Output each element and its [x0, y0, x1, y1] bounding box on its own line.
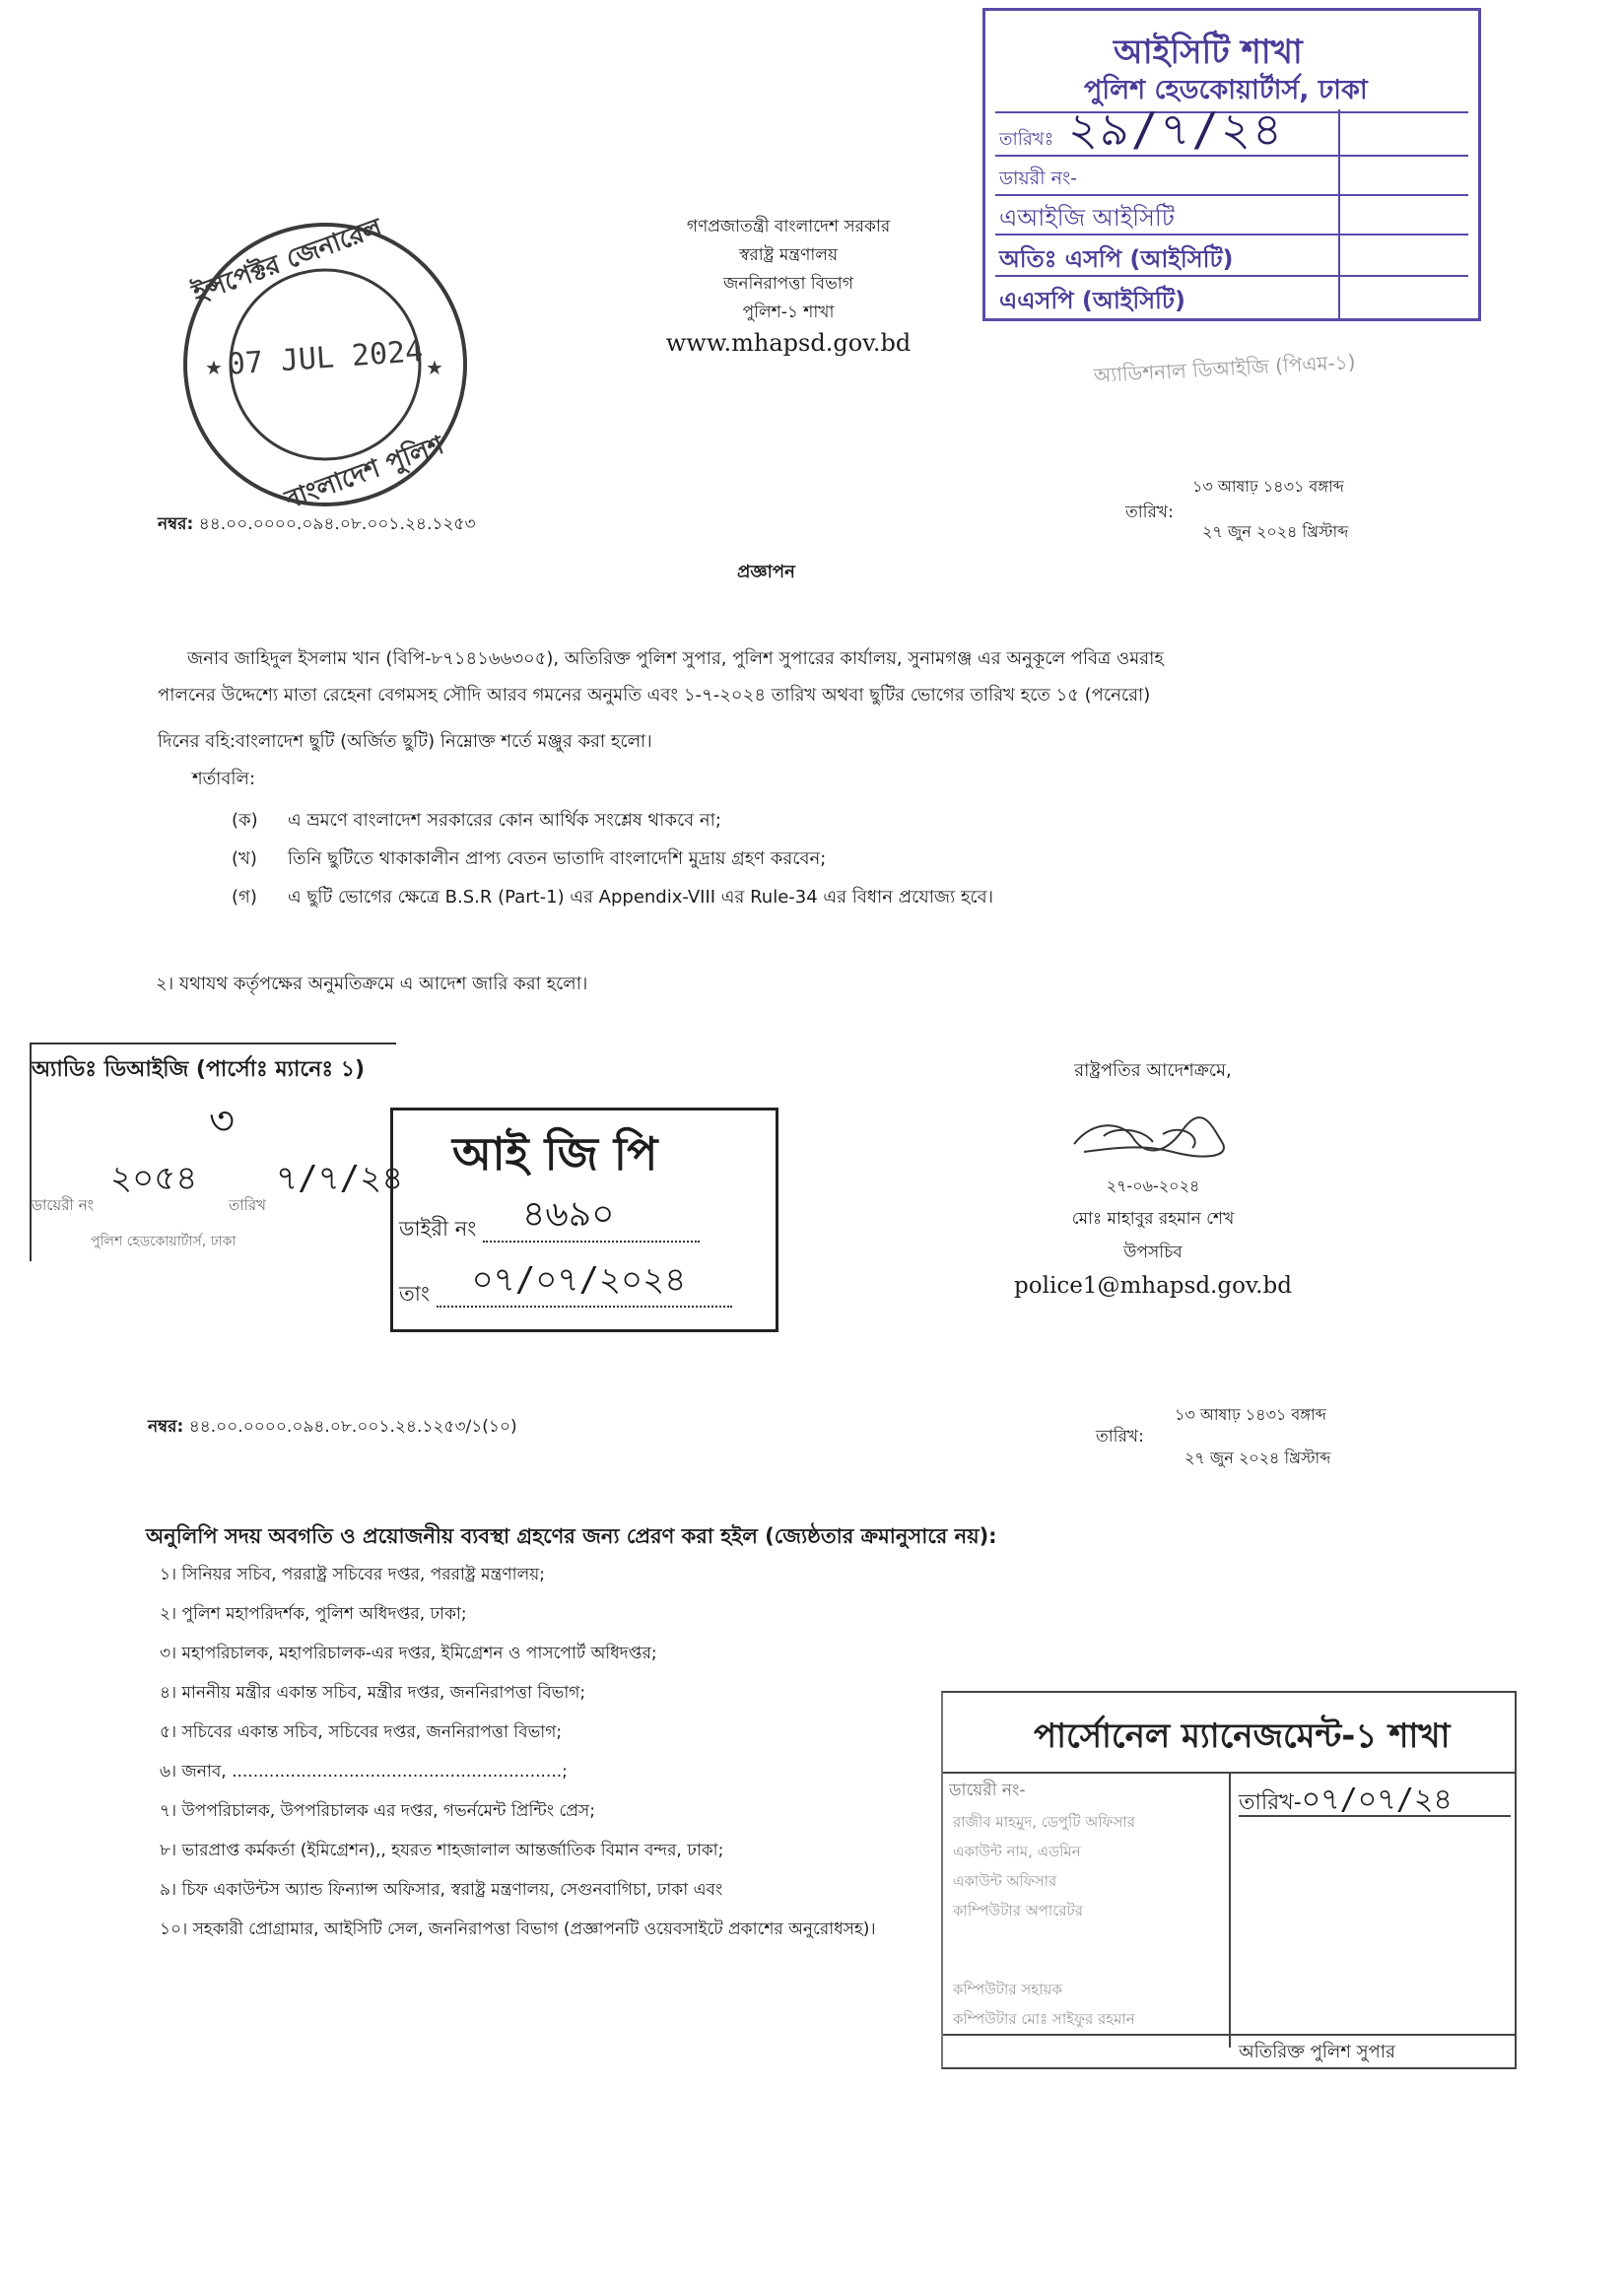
svg-text:★: ★ [205, 356, 223, 379]
mgmt-faint-row-1: রাজীব মাহমুদ, ডেপুটি অফিসার [953, 1813, 1136, 1831]
memo-number-1 [158, 514, 476, 535]
body-para1-line2: পালনের উদ্দেশ্যে মাতা রেহেনা বেগমসহ সৌদি আরব গমনের অনুমতি এবং ১-৭-২০২৪ তারিখ অথবা ছুটির ভোগের তারিখ হতে ১৫ (পনেরো) [158, 685, 1151, 706]
mgmt-date-rule [1239, 1815, 1511, 1817]
ict-stamp-row-addl-sp [995, 234, 1468, 275]
ict-stamp-diary-label: ডায়রী নং- [999, 168, 1077, 189]
addl-dig-hand-mark: ৩ [209, 1099, 236, 1144]
signature-name: মোঃ মাহাবুর রহমান শেখ [1071, 1209, 1235, 1229]
ict-stamp-subtitle: পুলিশ হেডকোয়ার্টার্স, ঢাকা [1084, 75, 1368, 105]
mgmt-faint-row-7: কম্পিউটার সহায়ক [953, 1981, 1062, 1998]
personnel-management-stamp [941, 1691, 1517, 2069]
addl-dig-footer: পুলিশ হেডকোয়ার্টার্স, ঢাকা [91, 1234, 237, 1249]
mgmt-stamp-bottom-rule [943, 2034, 1515, 2036]
mgmt-stamp-divider [1229, 1772, 1231, 2048]
condition-b: তিনি ছুটিতে থাকাকালীন প্রাপ্য বেতন ভাতাদি বাংলাদেশি মুদ্রায় গ্রহণ করবেন; [288, 848, 827, 869]
memo-date-1-english: ২৭ জুন ২০২৪ খ্রিস্টাব্দ [1202, 522, 1349, 541]
ict-branch-stamp [982, 8, 1481, 321]
signature-date: ২৭-০৬-২০২৪ [1106, 1177, 1200, 1195]
conditions-label: শর্তাবলি: [192, 769, 256, 789]
signature-order: রাষ্ট্রপতির আদেশক্রমে, [1074, 1060, 1232, 1081]
memo-date-1-label: তারিখ: [1125, 503, 1174, 522]
copy-item-6: ৬। জনাব, ..............................................................; [160, 1762, 568, 1782]
memo-date-1-bangla: ১৩ আষাঢ় ১৪৩১ বঙ্গাব্দ [1192, 477, 1344, 496]
memo-date-2-english: ২৭ জুন ২০২৪ খ্রিস্টাব্দ [1184, 1448, 1331, 1467]
body-para2: ২। যথাযথ কর্তৃপক্ষের অনুমতিক্রমে এ আদেশ জারি করা হলো। [156, 974, 588, 994]
svg-text:বাংলাদেশ পুলিশ: বাংলাদেশ পুলিশ [281, 431, 448, 512]
faint-addl-dig-stamp: অ্যাডিশনাল ডিআইজি (পিএম-১) [1093, 350, 1357, 387]
header-division: জননিরাপত্তা বিভাগ [723, 274, 853, 294]
header-branch: পুলিশ-১ শাখা [742, 303, 835, 322]
igp-diary-dots [483, 1194, 700, 1243]
round-date-stamp [177, 217, 473, 512]
mgmt-stamp-top-rule [943, 1772, 1515, 1774]
signature-email: police1@mhapsd.gov.bd [1014, 1273, 1292, 1299]
ict-stamp-title: আইসিটি শাখা [1114, 33, 1303, 72]
body-para1-line3: দিনের বহি:বাংলাদেশ ছুটি (অর্জিত ছুটি) নিম্নোক্ত শর্তে মঞ্জুর করা হলো। [158, 731, 652, 752]
copy-item-4: ৪। মাননীয় মন্ত্রীর একান্ত সচিব, মন্ত্রীর দপ্তর, জননিরাপত্তা বিভাগ; [160, 1683, 586, 1703]
mgmt-diary-label: ডায়েরী নং- [949, 1781, 1026, 1800]
igp-diary-row [399, 1194, 700, 1247]
addl-dig-date-label: তারিখ [229, 1196, 266, 1214]
copy-item-3: ৩। মহাপরিচালক, মহাপরিচালক-এর দপ্তর, ইমিগ্রেশন ও পাসপোর্ট অধিদপ্তর; [160, 1644, 657, 1663]
copy-item-9: ৯। চিফ একাউন্টস অ্যান্ড ফিন্যান্স অফিসার, স্বরাষ্ট্র মন্ত্রণালয়, সেগুনবাগিচা, ঢাকা এবং [160, 1880, 723, 1900]
igp-date-row [399, 1260, 732, 1312]
mgmt-faint-row-2: একাউন্ট নাম, এডমিন [953, 1843, 1081, 1860]
igp-date-dots [437, 1260, 732, 1308]
copy-item-10: ১০। সহকারী প্রোগ্রামার, আইসিটি সেল, জননিরাপত্তা বিভাগ (প্রজ্ঞাপনটি ওয়েবসাইটে প্রকাশের অনুরোধসহ)। [160, 1919, 876, 1939]
igp-date-hw: ০৭/০৭/২০২৪ [471, 1260, 687, 1300]
memo-date-2-bangla: ১৩ আষাঢ় ১৪৩১ বঙ্গাব্দ [1175, 1405, 1326, 1424]
copy-item-5: ৫। সচিবের একান্ত সচিব, সচিবের দপ্তর, জননিরাপত্তা বিভাগ; [160, 1722, 563, 1742]
memo-number-2 [148, 1417, 517, 1438]
memo-number-2-label: নম্বর: [148, 1417, 184, 1437]
condition-a: এ ভ্রমণে বাংলাদেশ সরকারের কোন আর্থিক সংশ্লেষ থাকবে না; [288, 810, 721, 831]
ict-stamp-row-asp [995, 275, 1468, 316]
memo-number-1-value: ৪৪.০০.০০০০.০৯৪.০৮.০০১.২৪.১২৫৩ [198, 514, 476, 534]
addl-dig-diary-label: ডায়েরী নং [32, 1196, 94, 1214]
mgmt-faint-row-4: কাম্পিউটার অপারেটর [953, 1902, 1083, 1919]
letterhead [631, 213, 946, 358]
header-website: www.mhapsd.gov.bd [665, 329, 912, 357]
handwritten-signature [1054, 1109, 1252, 1168]
igp-stamp-title: আই জি পি [452, 1127, 658, 1180]
memo-date-2-label: তারিখ: [1096, 1427, 1144, 1447]
ict-stamp-date-label: তারিখঃ [999, 129, 1054, 150]
body-para1-line1: জনাব জাহিদুল ইসলাম খান (বিপি-৮৭১৪১৬৬৩০৫), অতিরিক্ত পুলিশ সুপার, পুলিশ সুপারের কার্যালয়, সুনামগঞ্জ এর অনুকূলে পবিত্র ওমরাহ [187, 648, 1164, 669]
signature-block [985, 1056, 1320, 1299]
ict-stamp-row-asp-label: এএসপি (আইসিটি) [999, 287, 1185, 314]
ict-stamp-row-aig-label: এআইজি আইসিটি [999, 204, 1175, 232]
mgmt-date-label: তারিখ- [1239, 1790, 1302, 1815]
condition-a-mark: (ক) [232, 810, 258, 831]
copy-heading: অনুলিপি সদয় অবগতি ও প্রয়োজনীয় ব্যবস্থা গ্রহণের জন্য প্রেরণ করা হইল (জ্যেষ্ঠতার ক্রমানুসারে নয়): [146, 1524, 997, 1548]
copy-item-7: ৭। উপপরিচালক, উপপরিচালক এর দপ্তর, গভর্নমেন্ট প্রিন্টিং প্রেস; [160, 1801, 595, 1821]
svg-text:ইন্সপেক্টর জেনারেল: ইন্সপেক্টর জেনারেল [188, 217, 386, 309]
copy-list [160, 1555, 876, 1949]
ict-stamp-row-aig [995, 194, 1468, 234]
igp-stamp [390, 1108, 778, 1332]
mgmt-stamp-title: পার্সোনেল ম্যানেজমেন্ট-১ শাখা [1034, 1716, 1451, 1756]
signature-designation: উপসচিব [1123, 1243, 1183, 1262]
addl-dig-date-hw: ৭/৭/২৪ [276, 1159, 404, 1198]
condition-c: এ ছুটি ভোগের ক্ষেত্রে B.S.R (Part-1) এর Appendix-VIII এর Rule-34 এর বিধান প্রযোজ্য হবে। [288, 887, 994, 908]
igp-date-label: তাং [399, 1282, 430, 1306]
mgmt-faint-row-3: একাউন্ট অফিসার [953, 1872, 1057, 1890]
memo-number-1-label: নম্বর: [158, 514, 194, 534]
mgmt-date-hw: ০৭/০৭/২৪ [1301, 1783, 1453, 1817]
condition-b-mark: (খ) [232, 848, 257, 869]
header-ministry: স্বরাষ্ট্র মন্ত্রণালয় [739, 245, 838, 265]
mgmt-date-row [1239, 1776, 1453, 1826]
ict-stamp-date-handwritten: ২৯/৭/২৪ [1068, 102, 1284, 156]
svg-text:★: ★ [426, 356, 443, 379]
addl-dig-stamp [30, 1043, 404, 1261]
copy-item-2: ২। পুলিশ মহাপরিদর্শক, পুলিশ অধিদপ্তর, ঢাকা; [160, 1604, 467, 1624]
igp-diary-no-hw: ৪৬৯০ [521, 1194, 615, 1235]
mgmt-faint-row-8: কম্পিউটার মোঃ সাইফুর রহমান [953, 2010, 1135, 2028]
condition-c-mark: (গ) [232, 887, 257, 908]
addl-dig-diary-no-hw: ২০৫৪ [110, 1159, 198, 1198]
notice-title: প্রজ্ঞাপন [737, 562, 795, 582]
header-government: গণপ্রজাতন্ত্রী বাংলাদেশ সরকার [686, 217, 891, 236]
ict-stamp-row-addl-sp-label: অতিঃ এসপি (আইসিটি) [999, 245, 1234, 273]
ict-stamp-date-row [995, 102, 1468, 156]
addl-dig-stamp-title: অ্যাডিঃ ডিআইজি (পার্সোঃ ম্যানেঃ ১) [32, 1057, 366, 1082]
mgmt-stamp-footer: অতিরিক্ত পুলিশ সুপার [1239, 2042, 1395, 2062]
round-stamp-date: 07 JUL 2024 [226, 334, 425, 382]
copy-item-1: ১। সিনিয়র সচিব, পররাষ্ট্র সচিবের দপ্তর, পররাষ্ট্র মন্ত্রণালয়; [160, 1565, 545, 1584]
memo-number-2-value: ৪৪.০০.০০০০.০৯৪.০৮.০০১.২৪.১২৫৩/১(১০) [188, 1417, 517, 1437]
copy-item-8: ৮। ভারপ্রাপ্ত কর্মকর্তা (ইমিগ্রেশন),, হযরত শাহজালাল আন্তর্জাতিক বিমান বন্দর, ঢাকা; [160, 1841, 724, 1860]
ict-stamp-diary-row [995, 155, 1468, 194]
igp-diary-label: ডাইরী নং [399, 1217, 477, 1241]
